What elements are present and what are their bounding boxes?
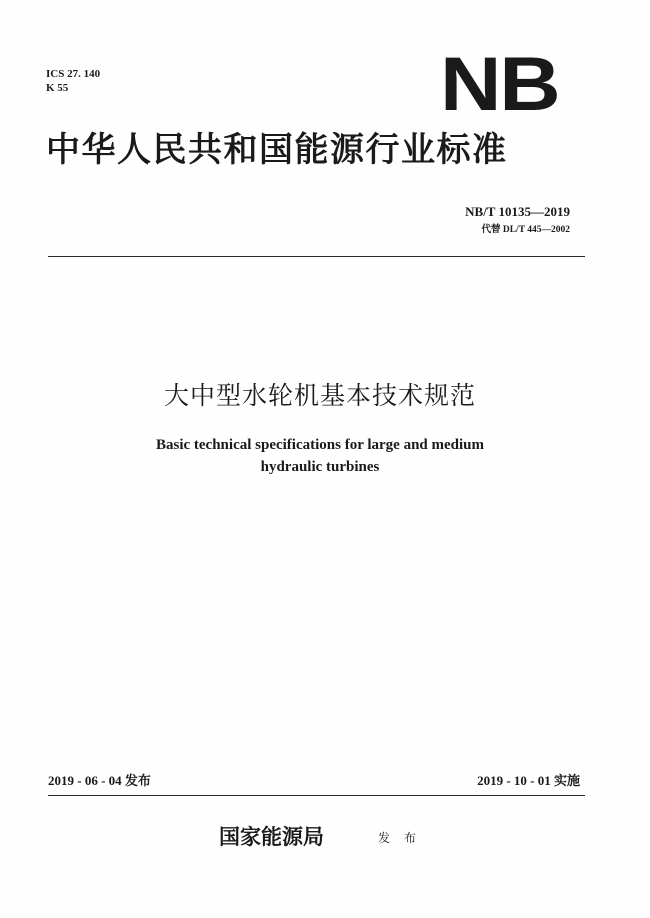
ccs-code: K 55 (46, 82, 69, 94)
ics-code: ICS 27. 140 (46, 68, 101, 80)
issue-date: 2019 - 06 - 04 发布 (48, 773, 151, 788)
nb-logo: NB (440, 42, 559, 127)
bottom-divider (48, 795, 585, 796)
document-title-chinese: 大中型水轮机基本技术规范 (163, 381, 476, 410)
publisher-name: 国家能源局 (219, 825, 324, 849)
standard-type-heading: 中华人民共和国能源行业标准 (46, 130, 508, 170)
publish-label: 发布 (378, 831, 431, 845)
document-title-english (120, 434, 520, 478)
english-title-line-1: Basic technical specifications for large and medium (155, 437, 485, 453)
top-divider (48, 256, 585, 257)
standard-number: NB/T 10135—2019 (465, 204, 570, 219)
english-title-line-2: hydraulic turbines (260, 459, 380, 475)
implementation-date: 2019 - 10 - 01 实施 (477, 773, 580, 788)
replaced-standard: 代替 DL/T 445—2002 (481, 225, 570, 235)
classification-codes (46, 67, 100, 95)
